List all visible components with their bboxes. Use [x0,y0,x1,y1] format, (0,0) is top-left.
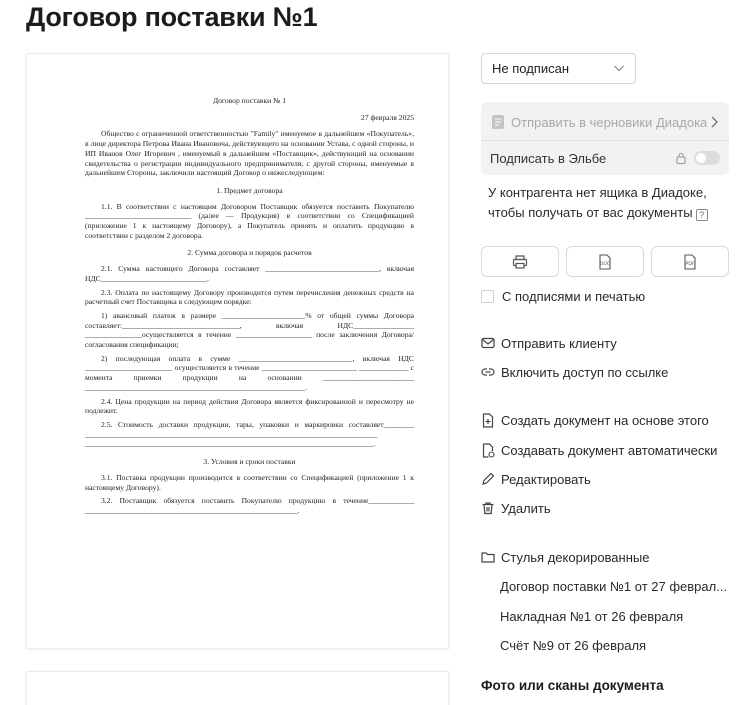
svg-text:PDF: PDF [685,261,695,267]
edit-label: Редактировать [501,471,591,487]
help-icon[interactable]: ? [696,209,708,221]
doc-para-2-4: 2.4. Цена продукции на период действия Договора является фиксированной и пересмотру не подлежит. [85,396,414,416]
doc-para-2-3: 2.3. Оплата по настоящему Договору производится путем перечисления денежных средств на расчетный счет Поставщика в следующем порядке: [85,287,414,307]
trash-icon [481,501,495,515]
chevron-down-icon [613,62,625,74]
page-title: Договор поставки №1 [26,2,318,32]
folder-link[interactable] [481,547,649,567]
auto-create-button[interactable] [481,440,717,460]
no-box-notice [488,183,728,222]
download-pdf-button[interactable] [651,246,729,277]
document-preview[interactable] [27,54,448,648]
send-client-button[interactable] [481,333,617,353]
send-draft-button[interactable] [491,112,721,132]
create-based-label: Создать документ на основе этого [501,412,709,428]
doc-para-2-5: 2.5. Стоимость доставки продукции, тары, упаковки и маркировки составляет________ _____________________________________________________________________________ ____________________________________________________________________________. [85,419,414,449]
no-box-text: У контрагента нет ящика в Диадоке, чтобы получать от вас документы [488,185,707,220]
doc-intro: Общество с ограниченной ответственностью "Family" именуемое в дальнейшем «Покупатель», в лице директора Петрова Ивана Ивановича, действующего на основании Устава, с одной стороны, и ИП Иванов Олег Игоревич , именуемый в дальнейшем «Поставщик», действующий на основании свидетельства о регистрации индивидуального предпринимателя, с другой стороны, именуемые в дальнейшем Стороны, заключили настоящий Договор о нижеследующем: [85,129,414,178]
doc-para-3-1: 3.1. Поставка продукции производится в соответствии со Спецификацией (приложение 1 к настоящему Договору). [85,472,414,492]
with-signatures-label: С подписями и печатью [502,288,646,304]
file-plus-icon [481,413,495,428]
share-link-label: Включить доступ по ссылке [501,364,669,380]
related-doc-item[interactable] [500,635,646,655]
doc-para-3-2: 3.2. Поставщик обязуется поставить Покупателю продукцию в течение____________ ________________________________________________________. [85,496,414,515]
send-client-label: Отправить клиенту [501,335,617,351]
related-doc-item[interactable] [500,606,683,626]
delete-button[interactable] [481,498,551,518]
create-based-button[interactable] [481,410,709,430]
status-select-value: Не подписан [492,61,570,76]
diadoc-card [481,102,729,175]
sign-elbe-toggle[interactable] [694,151,720,165]
doc-date: 27 февраля 2025 [361,112,414,122]
auto-create-label: Создавать документ автоматически [501,442,718,458]
with-signatures-checkbox[interactable] [481,290,494,303]
pencil-icon [481,472,495,486]
folder-label: Стулья декорированные [501,549,650,565]
folder-icon [481,551,495,563]
sign-elbe-row[interactable] [490,148,722,168]
related-doc-label: Договор поставки №1 от 27 феврал... [500,578,728,594]
related-doc-label: Счёт №9 от 26 февраля [500,637,647,653]
doc-section-1: 1. Предмет договора [216,185,283,195]
doc-para-2-1: 2.1. Сумма настоящего Договора составляет ______________________________, включая НДС____________________________. [85,264,414,283]
doc-heading: Договор поставки № 1 [212,96,287,105]
sign-elbe-label: Подписать в Эльбе [490,150,607,166]
chevron-right-icon [709,115,719,129]
with-signatures-option[interactable] [481,287,645,305]
doc-section-2: 2. Сумма договора и порядок расчетов [187,248,312,258]
doc-para-2-3-2: 2) последующая оплата в сумме ______________________________, включая НДС _______________________ осуществляется в течение _________________________ _____________ с момента приемки продукции на основании ________________________ __________________________________________________________. [85,353,414,392]
lock-icon [676,152,686,164]
svg-text:DOC: DOC [599,261,611,267]
link-icon [481,366,495,378]
doc-file-icon [598,254,612,270]
doc-para-1-1: 1.1. В соответствии с настоящим Договором Поставщик обязуется поставить Покупателю ____________________________ (далее — Продукция) в соответствии со Спецификацией (приложение 1 к настоящему Договору), а Покупатель принять и оплатить продукцию в соответствии с разделом 2 договора. [85,201,414,240]
delete-label: Удалить [501,500,551,516]
card-divider [481,140,729,141]
download-doc-button[interactable] [566,246,644,277]
related-doc-item[interactable] [500,576,727,596]
file-auto-icon [481,443,495,458]
document-preview-page-2[interactable] [27,672,448,705]
doc-para-2-3-1: 1) авансовый платеж в размере ______________________% от общей суммы Договора составляет:_______________________________, включая НДС________________ _______________осуществляется в течение ____________________ после заключения Договора/согласования спецификации; [85,310,414,350]
share-link-button[interactable] [481,362,668,382]
photos-section-title: Фото или сканы документа [481,678,664,693]
status-select[interactable] [481,53,636,84]
print-button[interactable] [481,246,559,277]
printer-icon [512,255,528,269]
diadoc-icon [491,114,505,130]
mail-icon [481,337,495,349]
send-draft-label: Отправить в черновики Диадока [511,114,708,130]
edit-button[interactable] [481,469,591,489]
related-doc-label: Накладная №1 от 26 февраля [500,608,684,624]
pdf-file-icon [683,254,697,270]
doc-section-3: 3. Условия и сроки поставки [203,457,296,467]
